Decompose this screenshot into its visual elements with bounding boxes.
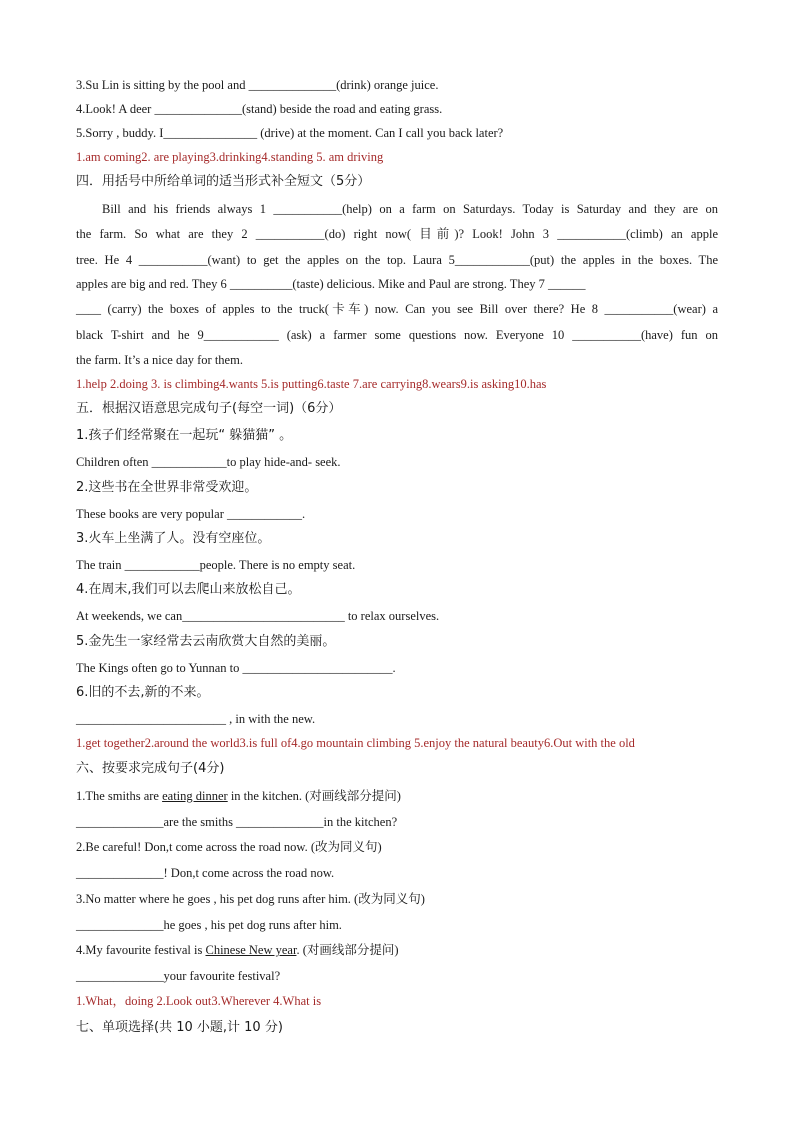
rewrite-question-2: 2.Be careful! Don,t come across the road now. (改为同义句) [76,840,382,854]
english-sentence: Children often ____________to play hide-and- seek. [76,455,341,469]
answer-key: 1.help 2.doing 3. is climbing4.wants 5.is putting6.taste 7.are carrying8.wears9.is asking10.has [76,377,547,391]
answer-key: 1.get together2.around the world3.is full of4.go mountain climbing 5.enjoy the natural beauty6.Out with the old [76,736,635,750]
rewrite-question-1 [76,788,718,804]
chinese-prompt: 3.火车上坐满了人。没有空座位。 [76,531,271,546]
underlined-phrase: eating dinner [162,789,228,803]
question-3: 3.Su Lin is sitting by the pool and ______________(drink) orange juice. [76,78,439,92]
english-sentence: At weekends, we can__________________________ to relax ourselves. [76,609,440,623]
chinese-prompt: 5.金先生一家经常去云南欣赏大自然的美丽。 [76,634,336,649]
passage-line: the farm. So what are they 2 ___________(do) right now( 目前)? Look! John 3 ___________(climb) an apple [76,227,718,241]
section-heading-6: 六、按要求完成句子(4分) [76,761,225,776]
chinese-prompt: 1.孩子们经常聚在一起玩“ 躲猫猫” 。 [76,428,293,443]
section-heading-5: 五．根据汉语意思完成句子(每空一词)（6分） [76,401,342,416]
underlined-phrase: Chinese New year [205,943,297,957]
answer-blank-line: ______________are the smiths ______________in the kitchen? [76,815,398,829]
question-4: 4.Look! A deer ______________(stand) beside the road and eating grass. [76,102,443,116]
passage-line: apples are big and red. They 6 __________(taste) delicious. Mike and Paul are strong. They 7 ______ [76,277,586,291]
section-heading-4: 四．用括号中所给单词的适当形式补全短文（5分） [76,174,371,189]
answer-key: 1.What，doing 2.Look out3.Wherever 4.What is [76,994,322,1008]
english-sentence: ________________________ , in with the new. [76,712,316,726]
passage-line: ____ (carry) the boxes of apples to the truck(卡车) now. Can you see Bill over there? He 8 ___________(wear) a [76,302,718,316]
english-sentence: These books are very popular ____________. [76,507,306,521]
rewrite-question-3: 3.No matter where he goes , his pet dog runs after him. (改为同义句) [76,892,425,906]
chinese-prompt: 2.这些书在全世界非常受欢迎。 [76,480,258,495]
section-heading-7: 七、单项选择(共 10 小题,计 10 分) [76,1020,283,1035]
answer-key: 1.am coming2. are playing3.drinking4.standing 5. am driving [76,150,384,164]
english-sentence: The train ____________people. There is no empty seat. [76,558,356,572]
chinese-prompt: 6.旧的不去,新的不来。 [76,685,210,700]
question-text: 4.My favourite festival is [76,943,206,957]
question-text: in the kitchen. (对画线部分提问) [227,789,401,803]
answer-blank-line: ______________he goes , his pet dog runs after him. [76,918,342,932]
chinese-prompt: 4.在周末,我们可以去爬山来放松自己。 [76,582,301,597]
answer-blank-line: ______________! Don,t come across the road now. [76,866,335,880]
question-text: 1.The smiths are [76,789,163,803]
passage-line: Bill and his friends always 1 ___________(help) on a farm on Saturdays. Today is Saturday and they are on [102,202,718,216]
question-5: 5.Sorry , buddy. I_______________ (drive) at the moment. Can I call you back later? [76,126,504,140]
english-sentence: The Kings often go to Yunnan to ________________________. [76,661,396,675]
answer-blank-line: ______________your favourite festival? [76,969,281,983]
passage-line: black T-shirt and he 9____________ (ask) a farmer some questions now. Everyone 10 ___________(have) fun on [76,328,718,342]
rewrite-question-4 [76,942,718,958]
passage-line: tree. He 4 ___________(want) to get the apples on the top. Laura 5____________(put) the apples in the boxes. The [76,253,718,267]
passage-line: the farm. It’s a nice day for them. [76,353,243,367]
question-text: . (对画线部分提问) [296,943,399,957]
